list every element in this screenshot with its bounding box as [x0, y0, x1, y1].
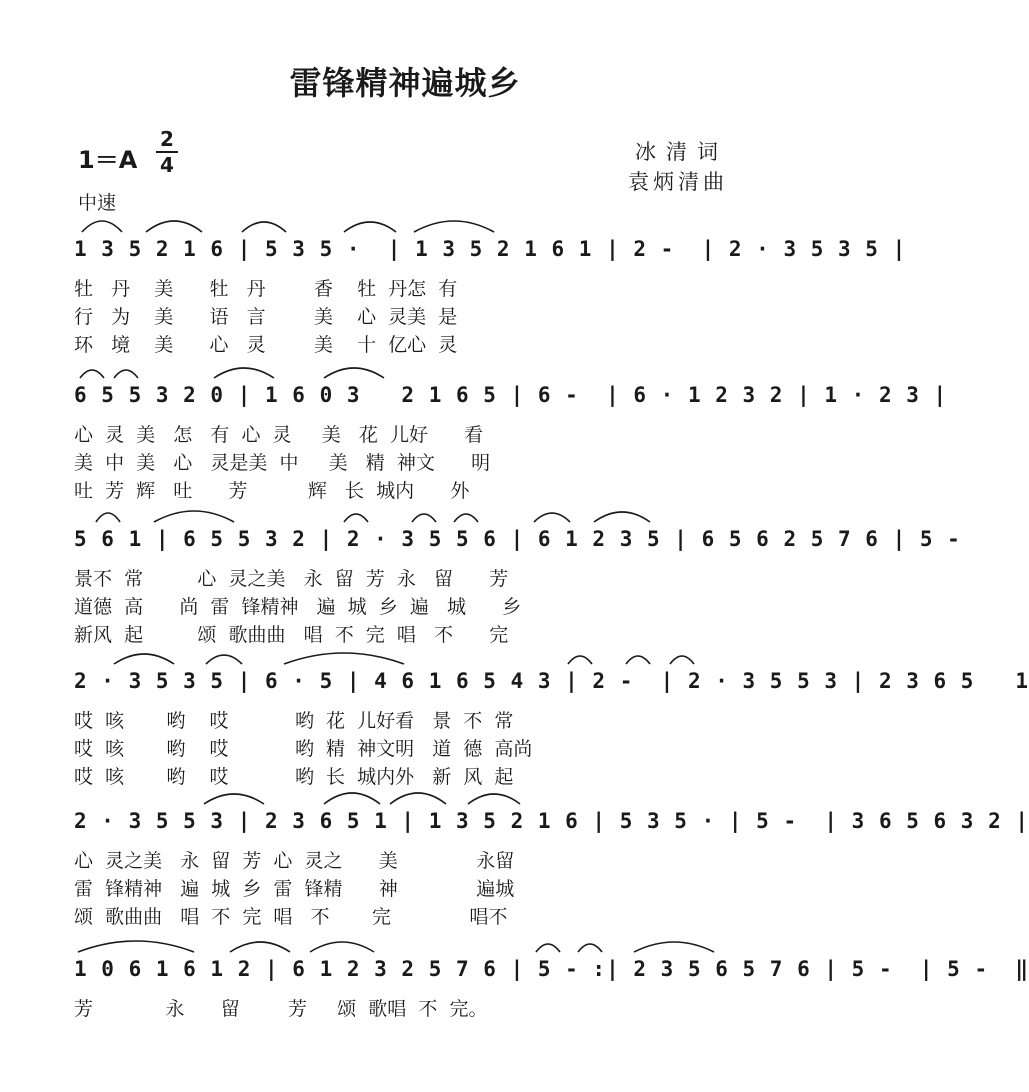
slur-marks [74, 930, 754, 954]
slur-marks [74, 356, 754, 380]
lyric-verse-2: 雷 锋精神 遍 城 乡 雷 锋精 神 遍城 [74, 878, 515, 900]
time-signature [156, 128, 178, 176]
system-3 [0, 522, 961, 662]
key-signature: 1＝A [78, 146, 138, 174]
lyric-verse-3: 颂 歌曲曲 唱 不 完 唱 不 完 唱不 [74, 906, 508, 928]
lyric-verse-3: 哎 咳 哟 哎 哟 长 城内外 新 风 起 [74, 766, 514, 788]
slur-marks [74, 782, 754, 806]
slur-marks [74, 500, 754, 524]
notation-line: 5 6 1 | 6 5 5 3 2 | 2 · 3 5 5 6 | 6 1 2 3 5 | 6 5 6 2 5 7 6 | 5 - [74, 527, 961, 551]
composer-credit: 袁炳清曲 [628, 170, 728, 194]
lyric-verse-2: 哎 咳 哟 哎 哟 精 神文明 道 德 高尚 [74, 738, 533, 760]
lyric-verse-3: 环 境 美 心 灵 美 十 亿心 灵 [74, 334, 458, 356]
notation-line: 1 0 6 1 6 1 2 | 6 1 2 3 2 5 7 6 | 5 - :| 2 3 5 6 5 7 6 | 5 - | 5 - ‖ [74, 957, 1029, 981]
system-5 [0, 804, 1029, 944]
slur-marks [74, 642, 754, 666]
meter-top: 2 [160, 127, 174, 151]
lyric-verse-2: 行 为 美 语 言 美 心 灵美 是 [74, 306, 458, 328]
notation-line: 2 · 3 5 5 3 | 2 3 6 5 1 | 1 3 5 2 1 6 | 5 3 5 · | 5 - | 3 6 5 6 3 2 | [74, 809, 1029, 833]
lyric-verse-3: 新风 起 颂 歌曲曲 唱 不 完 唱 不 完 [74, 624, 509, 646]
notation-line: 2 · 3 5 3 5 | 6 · 5 | 4 6 1 6 5 4 3 | 2 - | 2 · 3 5 5 3 | 2 3 6 5 1 [74, 669, 1029, 693]
system-1 [0, 232, 907, 372]
lyric-verse-2: 美 中 美 心 灵是美 中 美 精 神文 明 [74, 452, 491, 474]
lyric-verse-1: 芳 永 留 芳 颂 歌唱 不 完。 [74, 998, 488, 1020]
lyricist-credit: 冰清词 [635, 140, 728, 164]
lyric-verse-1: 牡 丹 美 牡 丹 香 牡 丹怎 有 [74, 278, 458, 300]
lyric-verse-1: 哎 咳 哟 哎 哟 花 儿好看 景 不 常 [74, 710, 514, 732]
tempo-marking: 中速 [78, 192, 117, 214]
lyric-verse-1: 心 灵 美 怎 有 心 灵 美 花 儿好 看 [74, 424, 484, 446]
system-2 [0, 378, 948, 518]
meter-bottom: 4 [160, 153, 174, 177]
slur-marks [74, 210, 754, 234]
lyric-verse-2: 道德 高 尚 雷 锋精神 遍 城 乡 遍 城 乡 [74, 596, 522, 618]
lyric-verse-1: 景不 常 心 灵之美 永 留 芳 永 留 芳 [74, 568, 509, 590]
system-6 [0, 952, 1029, 1092]
page-title: 雷锋精神遍城乡 [289, 64, 521, 102]
notation-line: 6 5 5 3 2 0 | 1 6 0 3 2 1 6 5 | 6 - | 6 · 1 2 3 2 | 1 · 2 3 | [74, 383, 948, 407]
lyric-verse-1: 心 灵之美 永 留 芳 心 灵之 美 永留 [74, 850, 515, 872]
lyric-verse-3: 吐 芳 辉 吐 芳 辉 长 城内 外 [74, 480, 470, 502]
notation-line: 1 3 5 2 1 6 | 5 3 5 · | 1 3 5 2 1 6 1 | 2 - | 2 · 3 5 3 5 | [74, 237, 907, 261]
